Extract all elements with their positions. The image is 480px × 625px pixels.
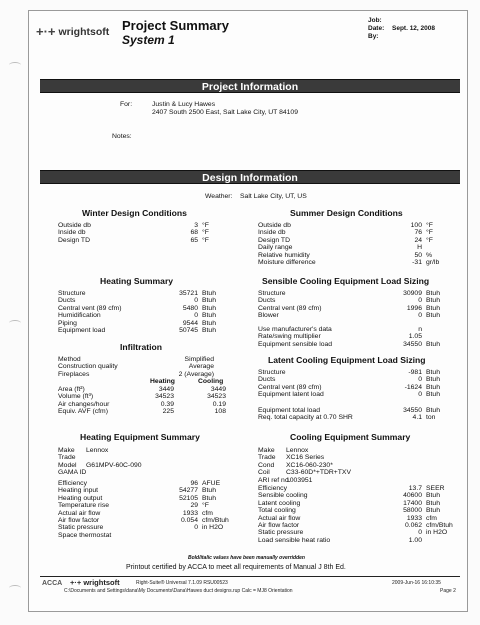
cooling-equipment-table: [258, 485, 468, 544]
notes-label: Notes:: [112, 133, 132, 140]
heating-value: 225: [162, 408, 174, 416]
row-label: Static pressure: [58, 524, 104, 532]
row-label: Design TD: [258, 236, 290, 244]
row-value: 3: [194, 222, 198, 229]
row-unit: Btuh: [202, 290, 216, 297]
id-label: Trade: [58, 454, 76, 462]
id-label: Make: [258, 447, 275, 454]
row-label: Blower: [258, 312, 279, 320]
row-value: n: [418, 326, 422, 333]
row-unit: Btuh: [202, 304, 216, 312]
row-unit: cfm/Btuh: [202, 517, 229, 524]
row-value: 30909: [403, 290, 422, 297]
id-label: Coil: [258, 469, 270, 477]
row-value: 50: [414, 251, 422, 259]
row-label: Structure: [258, 290, 286, 297]
footer-rule: [40, 576, 460, 577]
row-label: Req. total capacity at 0.70 SHR: [258, 414, 353, 422]
row-label: Piping: [58, 319, 77, 327]
row-label: Structure: [258, 369, 286, 376]
row-unit: Btuh: [426, 369, 440, 376]
row-label: Equipment sensible load: [258, 340, 333, 348]
row-label: Air flow factor: [58, 517, 100, 524]
cooling-value: 0.19: [212, 400, 226, 408]
footer-logo-icon: +·+: [70, 578, 84, 587]
latent-cooling-table-2: [258, 407, 468, 422]
row-value: 76: [414, 229, 422, 237]
row-value: 0: [194, 312, 198, 320]
row-label: Temperature rise: [58, 502, 109, 510]
for-label: For:: [120, 101, 133, 108]
row-unit: AFUE: [202, 480, 221, 487]
row-value: 96: [190, 480, 198, 487]
sensible-cooling-heading: Sensible Cooling Equipment Load Sizing: [262, 276, 430, 286]
row-value: 1933: [406, 514, 422, 522]
footer-logo-text: wrightsoft: [83, 578, 120, 587]
row-unit: cfm: [426, 514, 437, 522]
row-value: 0: [418, 297, 422, 305]
row-unit: °F: [202, 502, 209, 510]
row-unit: cfm: [202, 509, 213, 517]
row-value: 29: [190, 502, 198, 510]
weather-label: Weather:: [205, 193, 233, 200]
override-note: Bold/italic values have been manually overridden: [188, 555, 305, 561]
row-label: Volume (ft³): [58, 393, 94, 401]
cooling-equipment-heading: Cooling Equipment Summary: [290, 432, 411, 442]
system-subtitle: System 1: [122, 33, 175, 47]
row-value: 0: [418, 529, 422, 537]
heating-value: 34523: [155, 393, 174, 401]
row-value: 52105: [179, 494, 198, 502]
id-label: Make: [58, 447, 75, 454]
heating-value: 0.39: [160, 400, 174, 408]
cooling-value: 3449: [210, 386, 226, 393]
software-version: Right-Suite® Universal 7.1.09 RSU00523: [136, 580, 228, 586]
row-label: Equipment load: [58, 327, 106, 334]
row-value: H: [417, 244, 422, 252]
row-unit: Btuh: [202, 312, 216, 320]
row-label: Equipment total load: [258, 407, 320, 414]
winter-design-table: [58, 222, 238, 244]
date-value: Sept. 12, 2008: [392, 25, 435, 32]
row-unit: Btuh: [202, 297, 216, 305]
heating-summary-heading: Heating Summary: [100, 276, 174, 286]
latent-cooling-table: [258, 369, 468, 399]
row-unit: in H2O: [426, 529, 448, 537]
row-unit: Btuh: [426, 391, 440, 399]
row-label: Air flow factor: [258, 522, 300, 529]
row-label: Actual air flow: [58, 509, 101, 517]
row-value: 65: [190, 236, 198, 244]
row-label: Efficiency: [58, 480, 87, 487]
row-value: 0: [418, 391, 422, 399]
row-label: Moisture difference: [258, 259, 316, 266]
client-name: Justin & Lucy Hawes: [152, 101, 216, 108]
project-information-banner: Project Information: [40, 79, 460, 93]
row-unit: gr/lb: [426, 259, 440, 266]
row-value: 35721: [179, 290, 198, 297]
id-label: ARI ref no.: [258, 476, 291, 484]
row-label: Ducts: [58, 297, 76, 305]
row-unit: °F: [426, 229, 433, 237]
row-label: Equiv. AVF (cfm): [58, 408, 108, 416]
row-label: Central vent (89 cfm): [258, 383, 322, 391]
heating-equipment-table: [58, 480, 238, 539]
row-unit: Btuh: [426, 340, 440, 348]
row-label: Relative humidity: [258, 251, 310, 259]
heating-value: 3449: [158, 386, 174, 393]
row-value: Average: [188, 363, 214, 371]
row-value: 68: [190, 229, 198, 237]
row-unit: Btuh: [426, 297, 440, 305]
id-value: XC16-060-230*: [286, 461, 333, 469]
id-value: C33-60D*+TDR+TXV: [286, 469, 351, 477]
row-unit: °F: [202, 236, 209, 244]
row-label: Daily range: [258, 244, 293, 252]
weather-value: Salt Lake City, UT, US: [240, 193, 307, 200]
date-label: Date:: [368, 25, 385, 32]
row-label: Equipment latent load: [258, 391, 324, 399]
acca-certification: Printout certified by ACCA to meet all requirements of Manual J 8th Ed.: [126, 564, 346, 571]
row-value: -981: [408, 369, 422, 376]
row-unit: Btuh: [426, 312, 440, 320]
row-unit: Btuh: [426, 383, 440, 391]
row-value: 2 (Average): [178, 370, 214, 378]
col-heating-header: Heating: [150, 378, 175, 385]
acca-logo: ACCA: [42, 580, 63, 587]
row-label: Fireplaces: [58, 370, 90, 378]
summer-design-heading: Summer Design Conditions: [290, 208, 403, 218]
row-value: 0: [194, 297, 198, 305]
row-label: Use manufacturer's data: [258, 326, 332, 333]
row-label: Design TD: [58, 236, 90, 244]
row-label: Static pressure: [258, 529, 304, 537]
row-value: 24: [414, 236, 422, 244]
col-cooling-header: Cooling: [198, 378, 224, 385]
row-label: Ducts: [258, 297, 276, 305]
row-label: Construction quality: [58, 363, 118, 371]
row-value: 1.00: [408, 536, 422, 544]
row-value: 9544: [182, 319, 198, 327]
row-value: 13.7: [408, 485, 422, 492]
row-unit: °F: [426, 222, 433, 229]
page-number: Page 2: [440, 588, 456, 594]
row-label: Heating input: [58, 487, 99, 495]
row-unit: Btuh: [426, 499, 440, 507]
page-title: Project Summary: [122, 18, 229, 33]
row-label: Space thermostat: [58, 531, 112, 539]
latent-cooling-heading: Latent Cooling Equipment Load Sizing: [268, 355, 426, 365]
row-value: 1933: [182, 509, 198, 517]
row-unit: cfm/Btuh: [426, 522, 453, 529]
row-label: Humidification: [58, 312, 101, 320]
row-label: Central vent (89 cfm): [258, 304, 322, 312]
row-value: 0: [194, 524, 198, 532]
row-label: Sensible cooling: [258, 492, 308, 500]
sensible-cooling-table: [258, 290, 468, 320]
id-value: Lennox: [286, 447, 309, 454]
row-value: 5480: [182, 304, 198, 312]
id-value: 1003951: [286, 476, 313, 484]
row-value: 34550: [403, 407, 422, 414]
row-label: Actual air flow: [258, 514, 301, 522]
binder-hole-mark: [9, 62, 21, 68]
row-label: Central vent (89 cfm): [58, 304, 122, 312]
wrightsoft-logo: [36, 24, 109, 39]
design-information-banner: Design Information: [40, 170, 460, 184]
row-unit: %: [426, 251, 433, 259]
row-label: Rate/swing multiplier: [258, 333, 321, 341]
row-unit: Btuh: [426, 290, 440, 297]
id-label: Cond: [258, 461, 275, 469]
wrightsoft-logo-icon: +·+: [36, 24, 56, 39]
id-label: GAMA ID: [58, 469, 87, 477]
row-label: Air changes/hour: [58, 400, 110, 408]
row-value: 1.05: [408, 333, 422, 341]
row-value: 58000: [403, 507, 422, 515]
row-label: Ducts: [258, 376, 276, 384]
row-unit: Btuh: [426, 304, 440, 312]
row-unit: Btuh: [202, 319, 216, 327]
row-label: Structure: [58, 290, 86, 297]
row-unit: Btuh: [202, 487, 216, 495]
row-label: Load sensible heat ratio: [258, 536, 331, 544]
row-unit: Btuh: [426, 407, 440, 414]
id-value: XC16 Series: [286, 454, 325, 462]
id-label: Trade: [258, 454, 276, 462]
row-value: 40600: [403, 492, 422, 500]
by-label: By:: [368, 33, 379, 40]
row-value: 0.062: [404, 522, 422, 529]
cooling-value: 34523: [207, 393, 226, 401]
row-value: 0: [418, 312, 422, 320]
row-unit: in H2O: [202, 524, 224, 532]
binder-hole-mark: [9, 320, 21, 326]
heating-summary-table: [58, 290, 238, 334]
row-label: Efficiency: [258, 485, 287, 492]
row-label: Inside db: [58, 229, 86, 237]
row-label: Latent cooling: [258, 499, 301, 507]
row-value: 1996: [406, 304, 422, 312]
row-label: Total cooling: [258, 507, 296, 515]
winter-design-heading: Winter Design Conditions: [82, 208, 187, 218]
row-value: 50745: [179, 327, 198, 334]
summer-design-table: [258, 222, 468, 266]
row-value: 4.1: [412, 414, 422, 422]
id-value: G61MPV-60C-090: [86, 461, 142, 469]
row-label: Heating output: [58, 494, 103, 502]
row-unit: Btuh: [202, 494, 216, 502]
row-value: 0: [418, 376, 422, 384]
binder-hole-mark: [9, 585, 21, 591]
row-value: 100: [410, 222, 422, 229]
infiltration-heading: Infiltration: [120, 342, 163, 352]
cooling-value: 108: [214, 408, 226, 416]
row-unit: °F: [202, 222, 209, 229]
row-unit: SEER: [426, 485, 445, 492]
sensible-cooling-table-2: [258, 326, 468, 348]
row-unit: Btuh: [426, 507, 440, 515]
row-value: -31: [412, 259, 422, 266]
row-unit: Btuh: [202, 327, 216, 334]
footer-wrightsoft-logo: [70, 578, 120, 587]
heating-equipment-heading: Heating Equipment Summary: [80, 432, 200, 442]
row-unit: ton: [426, 414, 436, 422]
row-unit: °F: [202, 229, 209, 237]
print-timestamp: 2009-Jun-16 16:10:35: [392, 580, 441, 586]
client-address: 2407 South 2500 East, Salt Lake City, UT 84109: [152, 109, 298, 116]
row-value: Simplified: [184, 356, 214, 363]
row-value: 0.054: [180, 517, 198, 524]
row-unit: Btuh: [426, 376, 440, 384]
row-label: Area (ft²): [58, 386, 85, 393]
row-label: Method: [58, 356, 81, 363]
id-value: Lennox: [86, 447, 109, 454]
id-label: Model: [58, 461, 77, 469]
row-label: Outside db: [258, 222, 291, 229]
logo-text: wrightsoft: [58, 26, 110, 38]
row-label: Outside db: [58, 222, 91, 229]
row-label: Inside db: [258, 229, 286, 237]
row-value: 34550: [403, 340, 422, 348]
row-value: 54277: [179, 487, 198, 495]
job-label: Job:: [368, 17, 382, 24]
row-value: -1624: [404, 383, 422, 391]
row-value: 17400: [403, 499, 422, 507]
file-path: C:\Documents and Settings\dana\My Documents\Dana\Hawes duct designs.rup Calc = MJ8 Orientation: [64, 588, 293, 594]
row-unit: °F: [426, 236, 433, 244]
row-unit: Btuh: [426, 492, 440, 500]
